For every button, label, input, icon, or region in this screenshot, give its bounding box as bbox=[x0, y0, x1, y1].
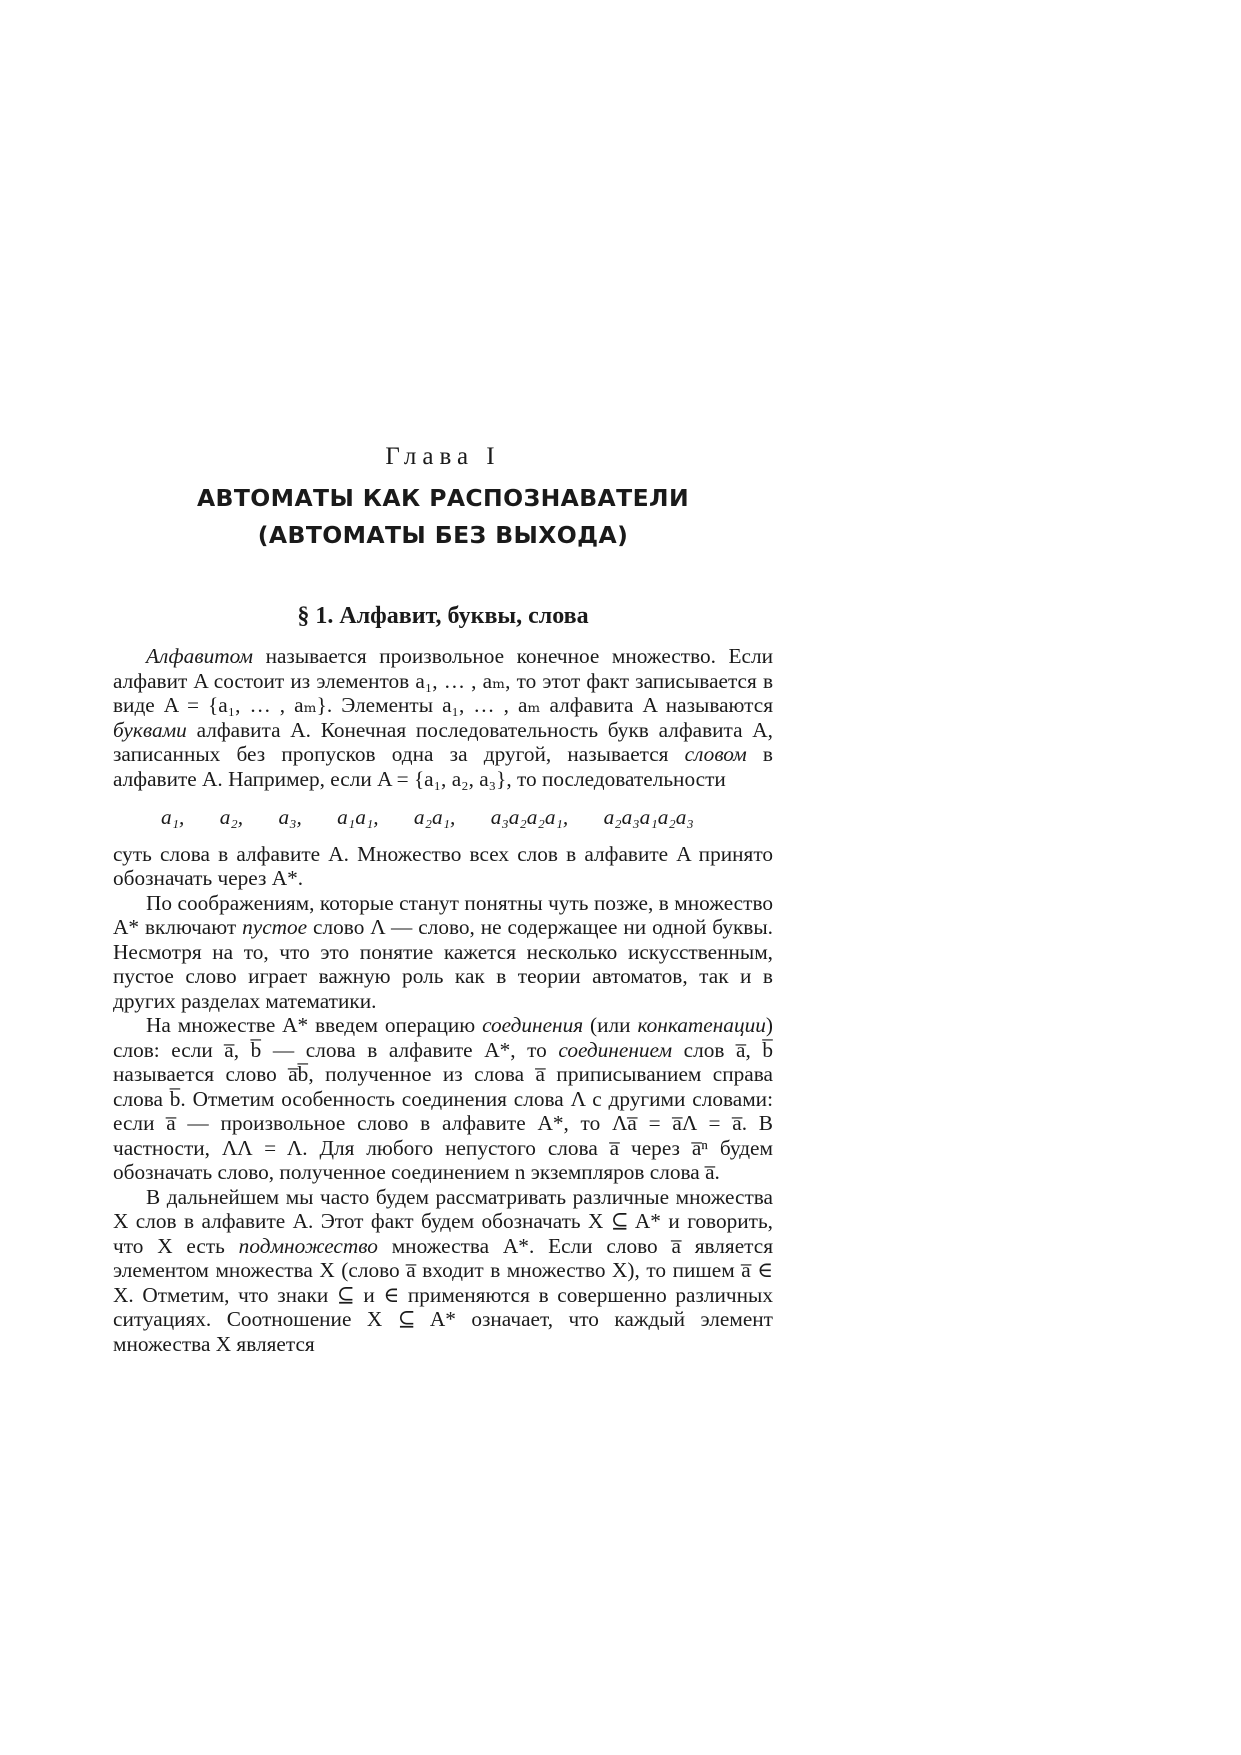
term-join-result: соединением bbox=[558, 1037, 673, 1062]
formula-item: a₂a₃a₁a₂a₃ bbox=[603, 805, 694, 829]
formula-item: a₃, bbox=[278, 805, 302, 829]
paragraph-2: суть слова в алфавите A. Множество всех слов в алфавите A принято обозначать через A*. bbox=[113, 841, 773, 890]
chapter-label: Глава I bbox=[385, 443, 501, 470]
formula-item: a₃a₂a₂a₁, bbox=[490, 805, 569, 829]
formula-item: a₁a₁, bbox=[337, 805, 379, 829]
chapter-title-line-2: (АВТОМАТЫ БЕЗ ВЫХОДА) bbox=[257, 521, 629, 549]
paragraph-5: В дальнейшем мы часто будем рассматривать различные множества X слов в алфавите A. Этот факт будем обозначать X ⊆ A* и говорить, что X есть подмножество множества A*. Если слово a̅ является элементом множества X (слово a̅ входит в множество X), то пишем a̅ ∈ X. Отметим, что знаки ⊆ и ∈ применяются в совершенно различных ситуациях. Соотношение X ⊆ A* означает, что каждый элемент множества X является bbox=[113, 1184, 773, 1356]
term-letters: буквами bbox=[113, 717, 187, 742]
term-alphabet: Алфавитом bbox=[146, 644, 254, 668]
body-text bbox=[113, 644, 773, 1356]
term-joining: соединения bbox=[482, 1013, 584, 1037]
formula-item: a₂, bbox=[219, 805, 244, 829]
paragraph-3: По соображениям, которые станут понятны чуть позже, в множество A* включают пустое слово Λ — слово, не содержащее ни одной буквы. Несмотря на то, что это понятие кажется несколько искусственным, пустое слово играет важную роль как в теории автоматов, так и в других разделах математики. bbox=[113, 890, 773, 1013]
formula-item: a₁, bbox=[161, 805, 185, 829]
paragraph-1: Алфавитом называется произвольное конечное множество. Если алфавит A состоит из элементов a₁, … , aₘ, то этот факт записывается в виде A = {a₁, … , aₘ}. Элементы a₁, … , aₘ алфавита A называются буквами алфавита A. Конечная последовательность букв алфавита A, записанных без пропусков одна за другой, называется словом в алфавите A. Например, если A = {a₁, a₂, a₃}, то последовательности bbox=[113, 644, 773, 791]
term-word: словом bbox=[684, 742, 747, 766]
term-empty: пустое bbox=[242, 915, 308, 939]
formula-item: a₂a₁, bbox=[413, 805, 456, 829]
paragraph-4: На множестве A* введем операцию соединения (или конкатенации) слов: если a̅, b̅ — слова в алфавите A*, то соединением слов a̅, b̅ называется слово a̅b̅, полученное из слова a̅ приписыванием справа слова b̅. Отметим особенность соединения слова Λ с другими словами: если a̅ — произвольное слово в алфавите A*, то Λa̅ = a̅Λ = a̅. В частности, ΛΛ = Λ. Для любого непустого слова a̅ через a̅ⁿ будем обозначать слово, полученное соединением n экземпляров слова a̅. bbox=[113, 1013, 773, 1184]
section-title: § 1. Алфавит, буквы, слова bbox=[297, 603, 589, 629]
formula-words-example bbox=[113, 805, 773, 830]
term-concatenation: конкатенации bbox=[637, 1013, 766, 1037]
term-subset: подмножество bbox=[238, 1233, 378, 1258]
chapter-title-line-1: АВТОМАТЫ КАК РАСПОЗНАВАТЕЛИ bbox=[196, 484, 690, 512]
chapter-title bbox=[113, 480, 773, 554]
